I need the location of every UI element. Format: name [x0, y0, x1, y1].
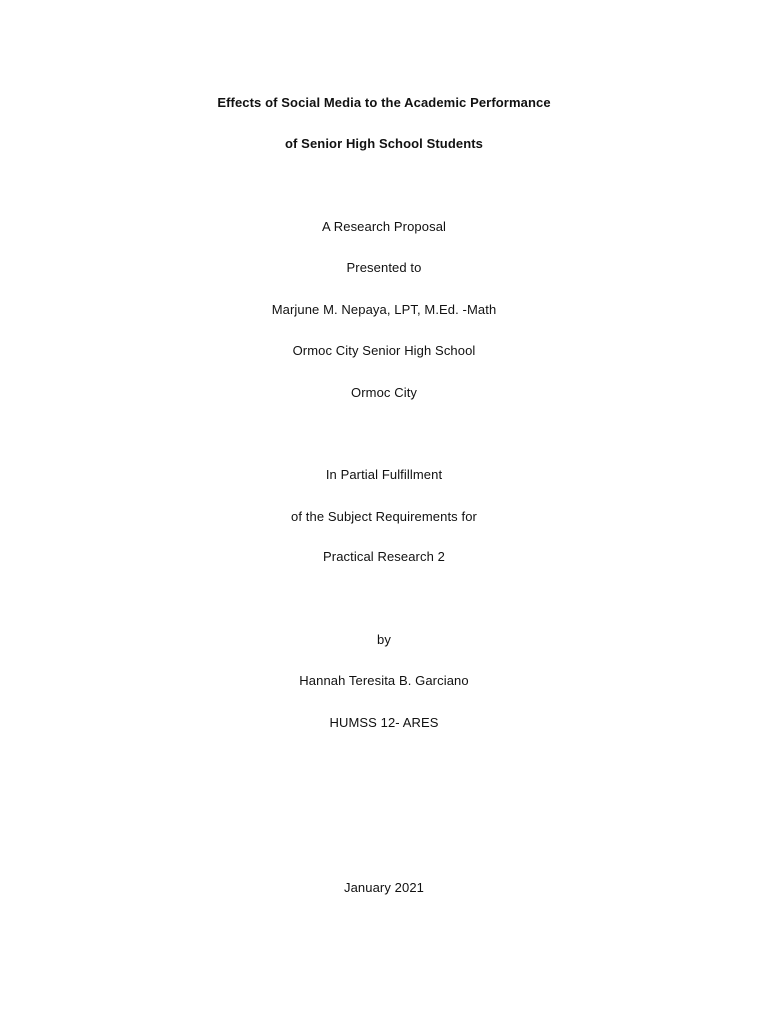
city-name: Ormoc City	[351, 385, 417, 400]
proposal-type: A Research Proposal	[321, 219, 447, 234]
title-line-1: Effects of Social Media to the Academic Performance	[217, 95, 551, 110]
title-line-2: of Senior High School Students	[285, 136, 483, 151]
subject-name: Practical Research 2	[323, 549, 445, 564]
presented-to: Presented to	[346, 260, 422, 275]
author-section: HUMSS 12- ARES	[329, 715, 439, 730]
fulfillment-line-1: In Partial Fulfillment	[325, 467, 443, 482]
fulfillment-line-2: of the Subject Requirements for	[291, 509, 477, 524]
adviser-name: Marjune M. Nepaya, LPT, M.Ed. -Math	[271, 302, 497, 317]
by-label: by	[377, 632, 391, 647]
author-name: Hannah Teresita B. Garciano	[299, 673, 469, 688]
document-date: January 2021	[344, 880, 424, 895]
school-name: Ormoc City Senior High School	[292, 343, 476, 358]
